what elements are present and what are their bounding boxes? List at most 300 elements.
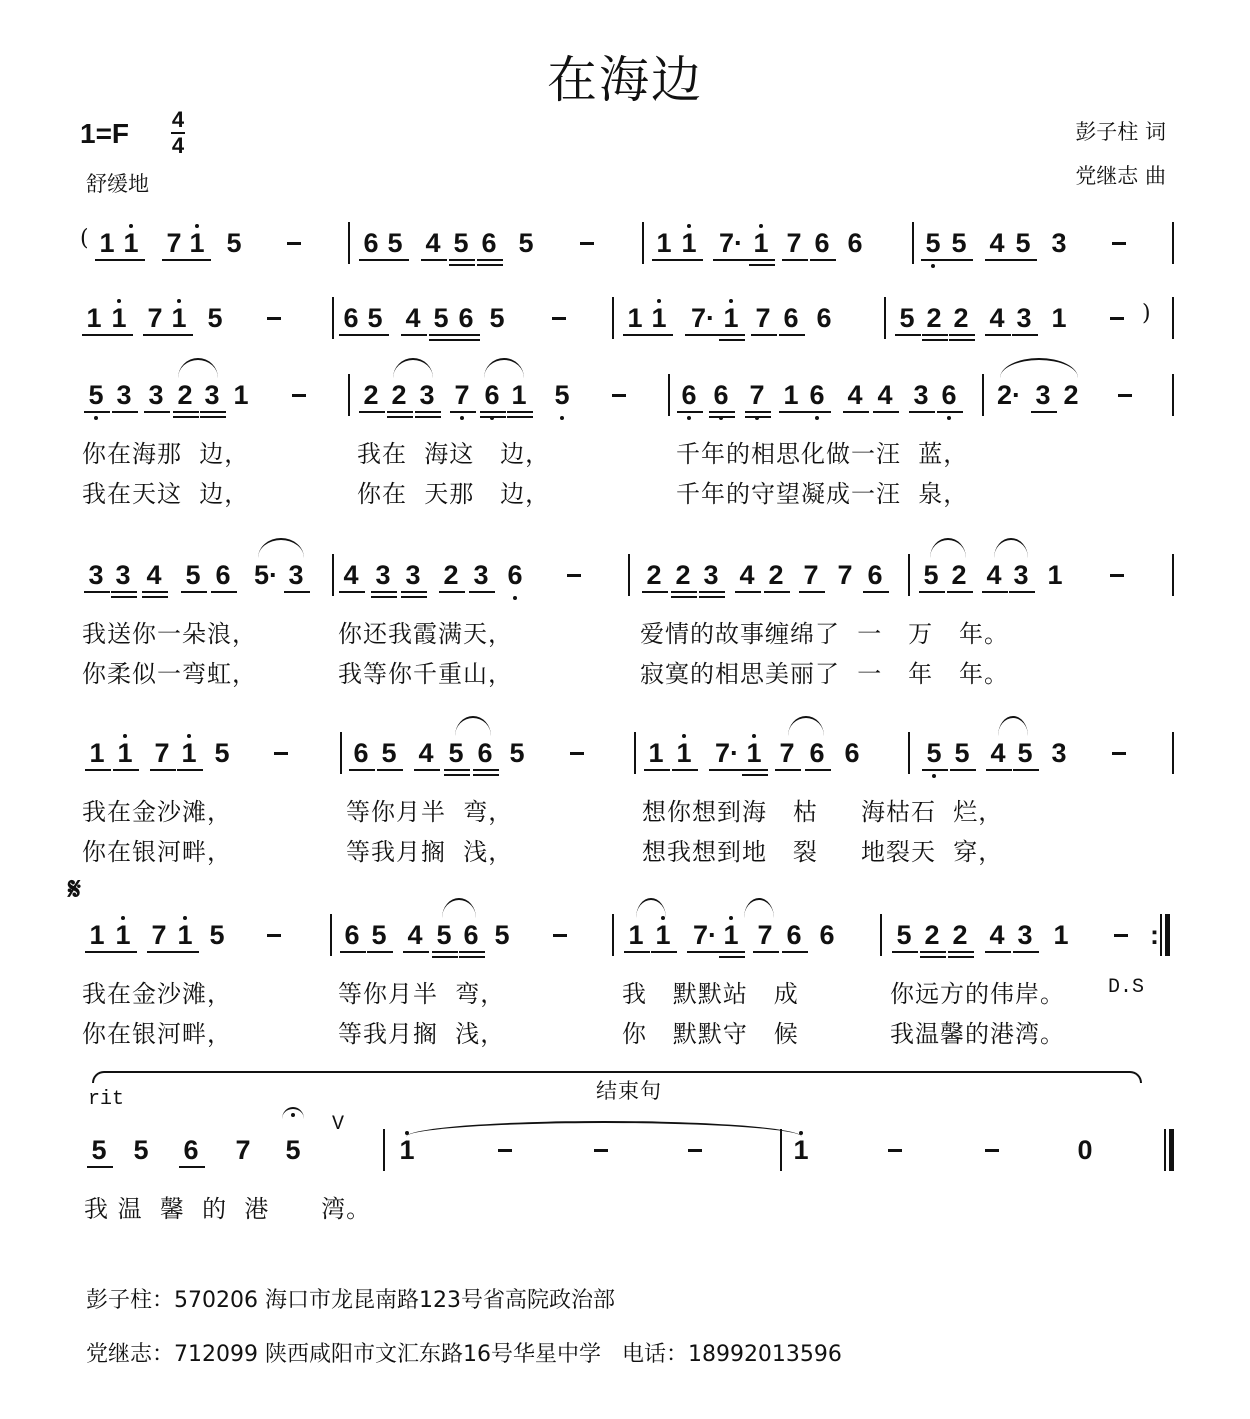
time-signature: 4 4 <box>171 107 185 158</box>
underline <box>473 769 499 771</box>
octave-up-dot <box>729 299 733 303</box>
note: 1 <box>399 1135 415 1165</box>
underline <box>415 411 441 413</box>
underline-2 <box>432 956 458 958</box>
lyric-verse-2: 等我月搁 浅， <box>338 1020 506 1048</box>
note: 4 <box>418 738 434 768</box>
underline <box>211 591 237 593</box>
octave-up-dot <box>657 299 661 303</box>
note: 5 <box>207 303 223 333</box>
octave-up-dot <box>799 1131 803 1135</box>
lyric-verse-1: 想你想到海 枯 海枯石 烂， <box>642 798 1004 826</box>
note: 6 <box>681 380 697 410</box>
underline <box>469 591 495 593</box>
octave-down-dot <box>932 774 936 778</box>
note: 2 <box>646 560 662 590</box>
barline <box>908 732 910 774</box>
underline <box>843 411 869 413</box>
note: 4 <box>989 228 1005 258</box>
composer-credit: 党继志 曲 <box>1075 164 1166 188</box>
lyric-verse-2: 你 默默守 候 <box>622 1020 799 1048</box>
underline <box>947 591 973 593</box>
underline-2 <box>444 774 470 776</box>
underline <box>892 951 918 953</box>
slur <box>1000 358 1078 378</box>
underline-2 <box>459 956 485 958</box>
octave-down-dot <box>931 264 935 268</box>
coda-label: 结束句 <box>592 1075 666 1105</box>
dash-hold <box>567 574 581 577</box>
underline <box>713 259 751 261</box>
dash-hold <box>594 1149 608 1152</box>
note: 7 <box>749 380 765 410</box>
underline <box>480 411 506 413</box>
note: 1 <box>511 380 527 410</box>
underline <box>782 259 808 261</box>
note: 3 <box>1016 303 1032 333</box>
underline-2 <box>920 956 946 958</box>
underline <box>507 411 533 413</box>
note: 5 <box>91 1135 107 1165</box>
barline <box>880 914 882 956</box>
underline-2 <box>480 416 506 418</box>
underline <box>647 334 673 336</box>
note: 1 <box>115 920 131 950</box>
breath-mark: V <box>332 1113 345 1136</box>
note: 7 <box>147 303 163 333</box>
slur <box>744 898 774 918</box>
octave-down-dot <box>460 416 464 420</box>
note: 6 <box>481 228 497 258</box>
note: 3 <box>1051 228 1067 258</box>
underline <box>87 1166 113 1168</box>
underline <box>644 769 670 771</box>
underline <box>719 951 745 953</box>
barline <box>642 222 644 264</box>
underline-2 <box>922 339 948 341</box>
note: 5 <box>133 1135 149 1165</box>
note: 2 <box>951 560 967 590</box>
note: 7 <box>786 228 802 258</box>
note: 5 <box>951 228 967 258</box>
underline <box>775 769 801 771</box>
note: 1 <box>648 738 664 768</box>
note: 6 <box>343 303 359 333</box>
note: 3 <box>1051 738 1067 768</box>
barline <box>912 222 914 264</box>
underline <box>111 951 137 953</box>
barline <box>332 554 334 596</box>
underline <box>181 591 207 593</box>
underline <box>144 411 170 413</box>
note: 5 <box>494 920 510 950</box>
underline <box>82 334 108 336</box>
note: 6 <box>353 738 369 768</box>
note: 6 <box>809 738 825 768</box>
barline <box>1172 374 1174 416</box>
barline <box>383 1129 385 1171</box>
note: 7· <box>692 920 717 950</box>
octave-up-dot <box>117 299 121 303</box>
underline <box>444 769 470 771</box>
note: 5 <box>1015 228 1031 258</box>
lyric-verse-1: 我 默默站 成 <box>622 980 799 1008</box>
note: 5 <box>226 228 242 258</box>
barline <box>982 374 984 416</box>
barline <box>348 374 350 416</box>
note: 1 <box>628 920 644 950</box>
underline <box>179 1166 205 1168</box>
song-title: 在海边 <box>547 51 703 109</box>
composer-address: 党继志：712099 陕西咸阳市文汇东路16号华星中学 电话：18992013596 <box>86 1342 842 1367</box>
note: 5 <box>925 228 941 258</box>
note: 5· <box>253 560 278 590</box>
underline <box>112 411 138 413</box>
note: 1 <box>627 303 643 333</box>
lyric-verse-1: 爱情的故事缠绵了 一 万 年。 <box>640 620 1010 648</box>
underline <box>985 334 1011 336</box>
underline-2 <box>709 416 735 418</box>
underline <box>937 411 963 413</box>
underline <box>85 769 111 771</box>
barline <box>628 554 630 596</box>
slur <box>998 716 1028 736</box>
note: 7· <box>690 303 715 333</box>
octave-up-dot <box>177 299 181 303</box>
note: 4 <box>877 380 893 410</box>
note: 5 <box>899 303 915 333</box>
note: 6 <box>713 380 729 410</box>
underline <box>339 334 365 336</box>
note: 3 <box>375 560 391 590</box>
underline <box>624 951 650 953</box>
lyric-verse-2: 你在银河畔， <box>82 838 232 866</box>
note: 4 <box>739 560 755 590</box>
underline <box>652 259 678 261</box>
note: 7 <box>803 560 819 590</box>
underline <box>947 259 973 261</box>
dash-hold <box>1118 394 1132 397</box>
note: 1 <box>177 920 193 950</box>
barline <box>340 732 342 774</box>
underline <box>95 259 121 261</box>
note: 5 <box>1017 738 1033 768</box>
underline <box>671 591 697 593</box>
note: 3 <box>288 560 304 590</box>
underline <box>719 334 745 336</box>
barline <box>1172 554 1174 596</box>
barline-thick <box>1169 1129 1174 1171</box>
underline <box>359 259 385 261</box>
key-signature: 1=F <box>80 118 130 149</box>
note: 2 <box>768 560 784 590</box>
underline <box>982 591 1008 593</box>
underline <box>735 591 761 593</box>
note: 5 <box>285 1135 301 1165</box>
dash-hold <box>1114 934 1128 937</box>
underline <box>454 334 480 336</box>
note: 1 <box>117 738 133 768</box>
slur <box>178 358 218 378</box>
underline <box>751 334 777 336</box>
note: 4 <box>990 738 1006 768</box>
note: 1 <box>1051 303 1067 333</box>
lyric-verse-1: 你在海那 边， <box>82 440 250 468</box>
underline <box>985 951 1011 953</box>
open-paren: ( <box>80 226 89 251</box>
note: 5 <box>896 920 912 950</box>
barline <box>612 297 614 339</box>
lyric-verse-2: 想我想到地 裂 地裂天 穿， <box>642 838 1004 866</box>
underline <box>810 259 836 261</box>
note: 2 <box>675 560 691 590</box>
underline <box>85 951 111 953</box>
slur <box>788 716 824 736</box>
note: 5 <box>371 920 387 950</box>
underline <box>113 769 139 771</box>
note: 3 <box>1035 380 1051 410</box>
barline <box>668 374 670 416</box>
underline <box>1012 334 1038 336</box>
note: 7 <box>154 738 170 768</box>
note: 6 <box>941 380 957 410</box>
underline <box>863 591 889 593</box>
underline-2 <box>371 596 397 598</box>
octave-up-dot <box>195 224 199 228</box>
note: 6 <box>477 738 493 768</box>
lyric-verse-2: 我等你千重山， <box>338 660 513 688</box>
note: 1 <box>233 380 249 410</box>
underline-2 <box>415 416 441 418</box>
rit-marking: rit <box>88 1088 125 1111</box>
octave-up-dot <box>682 734 686 738</box>
underline-2 <box>745 416 771 418</box>
lyric-verse-2: 你在 天那 边， <box>357 480 551 508</box>
underline <box>677 411 703 413</box>
dash-hold <box>1110 574 1124 577</box>
underline <box>150 769 176 771</box>
underline-2 <box>200 416 226 418</box>
note: 1 <box>86 303 102 333</box>
octave-up-dot <box>123 734 127 738</box>
dash-hold <box>553 934 567 937</box>
dash-hold <box>267 934 281 937</box>
note: 1 <box>783 380 799 410</box>
note: 1 <box>181 738 197 768</box>
note: 6 <box>783 303 799 333</box>
slur <box>994 538 1028 558</box>
note: 6 <box>819 920 835 950</box>
underline-2 <box>477 264 503 266</box>
octave-up-dot <box>405 1131 409 1135</box>
underline-2 <box>473 774 499 776</box>
note: 6 <box>463 920 479 950</box>
note: 5 <box>954 738 970 768</box>
lyricist-address: 彭子柱：570206 海口市龙昆南路123号省高院政治部 <box>86 1288 615 1313</box>
note: 1 <box>189 228 205 258</box>
lyric-verse-1: 我在 海这 边， <box>357 440 551 468</box>
underline <box>672 769 698 771</box>
note: 4 <box>407 920 423 950</box>
underline <box>805 769 831 771</box>
lyric-verse-2: 等我月搁 浅， <box>346 838 514 866</box>
barline <box>1160 914 1162 956</box>
underline <box>429 334 455 336</box>
note: 5 <box>185 560 201 590</box>
underline <box>1031 411 1057 413</box>
octave-down-dot <box>815 416 819 420</box>
slur <box>393 358 433 378</box>
underline <box>779 411 805 413</box>
note: 1 <box>746 738 762 768</box>
underline <box>477 259 503 261</box>
underline <box>185 259 211 261</box>
note: 1 <box>753 228 769 258</box>
note: 3 <box>473 560 489 590</box>
note: 2 <box>953 303 969 333</box>
note: 1 <box>656 228 672 258</box>
slur <box>636 898 666 918</box>
lyric-verse-2: 你柔似一弯虹， <box>82 660 257 688</box>
note: 7· <box>718 228 743 258</box>
underline <box>685 334 723 336</box>
segno-sign: 𝄋 <box>68 872 81 907</box>
underline <box>432 951 458 953</box>
underline <box>414 769 440 771</box>
underline <box>922 334 948 336</box>
note: 6 <box>867 560 883 590</box>
underline <box>377 769 403 771</box>
note: 5 <box>453 228 469 258</box>
underline <box>919 591 945 593</box>
underline <box>111 591 137 593</box>
barline <box>780 1129 782 1171</box>
dash-hold <box>570 752 584 755</box>
note: 6 <box>458 303 474 333</box>
note: 5 <box>509 738 525 768</box>
underline <box>449 259 475 261</box>
underline-2 <box>401 596 427 598</box>
dash-hold <box>552 317 566 320</box>
underline <box>873 411 899 413</box>
underline-2 <box>507 416 533 418</box>
dash-hold <box>1110 317 1124 320</box>
lyric-verse-2: 我温馨的港湾。 <box>890 1020 1065 1048</box>
note: 2 <box>363 380 379 410</box>
note: 3 <box>405 560 421 590</box>
note: 2 <box>177 380 193 410</box>
note: 2 <box>926 303 942 333</box>
underline <box>1011 259 1037 261</box>
underline <box>142 591 168 593</box>
underline <box>651 951 677 953</box>
underline <box>985 259 1011 261</box>
underline <box>921 259 947 261</box>
underline-2 <box>449 264 475 266</box>
note: 6 <box>844 738 860 768</box>
note: 2· <box>996 380 1021 410</box>
underline <box>383 259 409 261</box>
octave-down-dot <box>947 416 951 420</box>
note: 4 <box>343 560 359 590</box>
octave-down-dot <box>513 596 517 600</box>
underline-2 <box>142 596 168 598</box>
underline-2 <box>699 596 725 598</box>
tempo-marking: 舒缓地 <box>86 172 149 196</box>
note: 1 <box>111 303 127 333</box>
tie <box>406 1121 802 1137</box>
note: 5 <box>489 303 505 333</box>
note: 6 <box>809 380 825 410</box>
note: 5 <box>88 380 104 410</box>
note: 2 <box>391 380 407 410</box>
dash-hold <box>888 1149 902 1152</box>
note: 5 <box>209 920 225 950</box>
note: 3 <box>115 560 131 590</box>
note: 7 <box>151 920 167 950</box>
note: 7 <box>235 1135 251 1165</box>
lyric-verse-2: 你在银河畔， <box>82 1020 232 1048</box>
underline <box>349 769 375 771</box>
dash-hold <box>580 242 594 245</box>
barline <box>1164 1129 1166 1171</box>
underline <box>642 591 668 593</box>
note: 4 <box>847 380 863 410</box>
note: 1 <box>655 920 671 950</box>
underline <box>363 334 389 336</box>
slur <box>455 716 491 736</box>
note: 5 <box>214 738 230 768</box>
underline <box>949 334 975 336</box>
close-paren: ) <box>1142 301 1151 326</box>
note: 6 <box>814 228 830 258</box>
underline <box>799 591 825 593</box>
underline <box>742 769 768 771</box>
note: 6 <box>847 228 863 258</box>
note: 3 <box>88 560 104 590</box>
note: 1 <box>89 738 105 768</box>
underline <box>147 951 173 953</box>
underline <box>339 591 365 593</box>
note: 5 <box>448 738 464 768</box>
lyric-verse-1: 我 温 馨 的 港 湾。 <box>84 1195 372 1223</box>
note: 3 <box>419 380 435 410</box>
underline <box>84 591 110 593</box>
note: 6 <box>183 1135 199 1165</box>
underline <box>401 591 427 593</box>
octave-up-dot <box>183 916 187 920</box>
underline <box>119 259 145 261</box>
lyric-verse-1: 你远方的伟岸。 <box>890 980 1065 1008</box>
note: 3 <box>204 380 220 410</box>
note: 1 <box>99 228 115 258</box>
dash-hold <box>688 1149 702 1152</box>
note: 5 <box>436 920 452 950</box>
underline <box>950 769 976 771</box>
underline <box>367 951 393 953</box>
underline <box>387 411 413 413</box>
dash-hold <box>985 1149 999 1152</box>
underline <box>699 591 725 593</box>
ds-marking: D.S <box>1108 976 1145 999</box>
note: 5 <box>387 228 403 258</box>
barline <box>612 914 614 956</box>
octave-down-dot <box>687 416 691 420</box>
lyric-verse-1: 千年的相思化做一汪 蓝， <box>676 440 969 468</box>
note: 0 <box>1077 1135 1093 1165</box>
barline <box>348 222 350 264</box>
octave-down-dot <box>94 416 98 420</box>
